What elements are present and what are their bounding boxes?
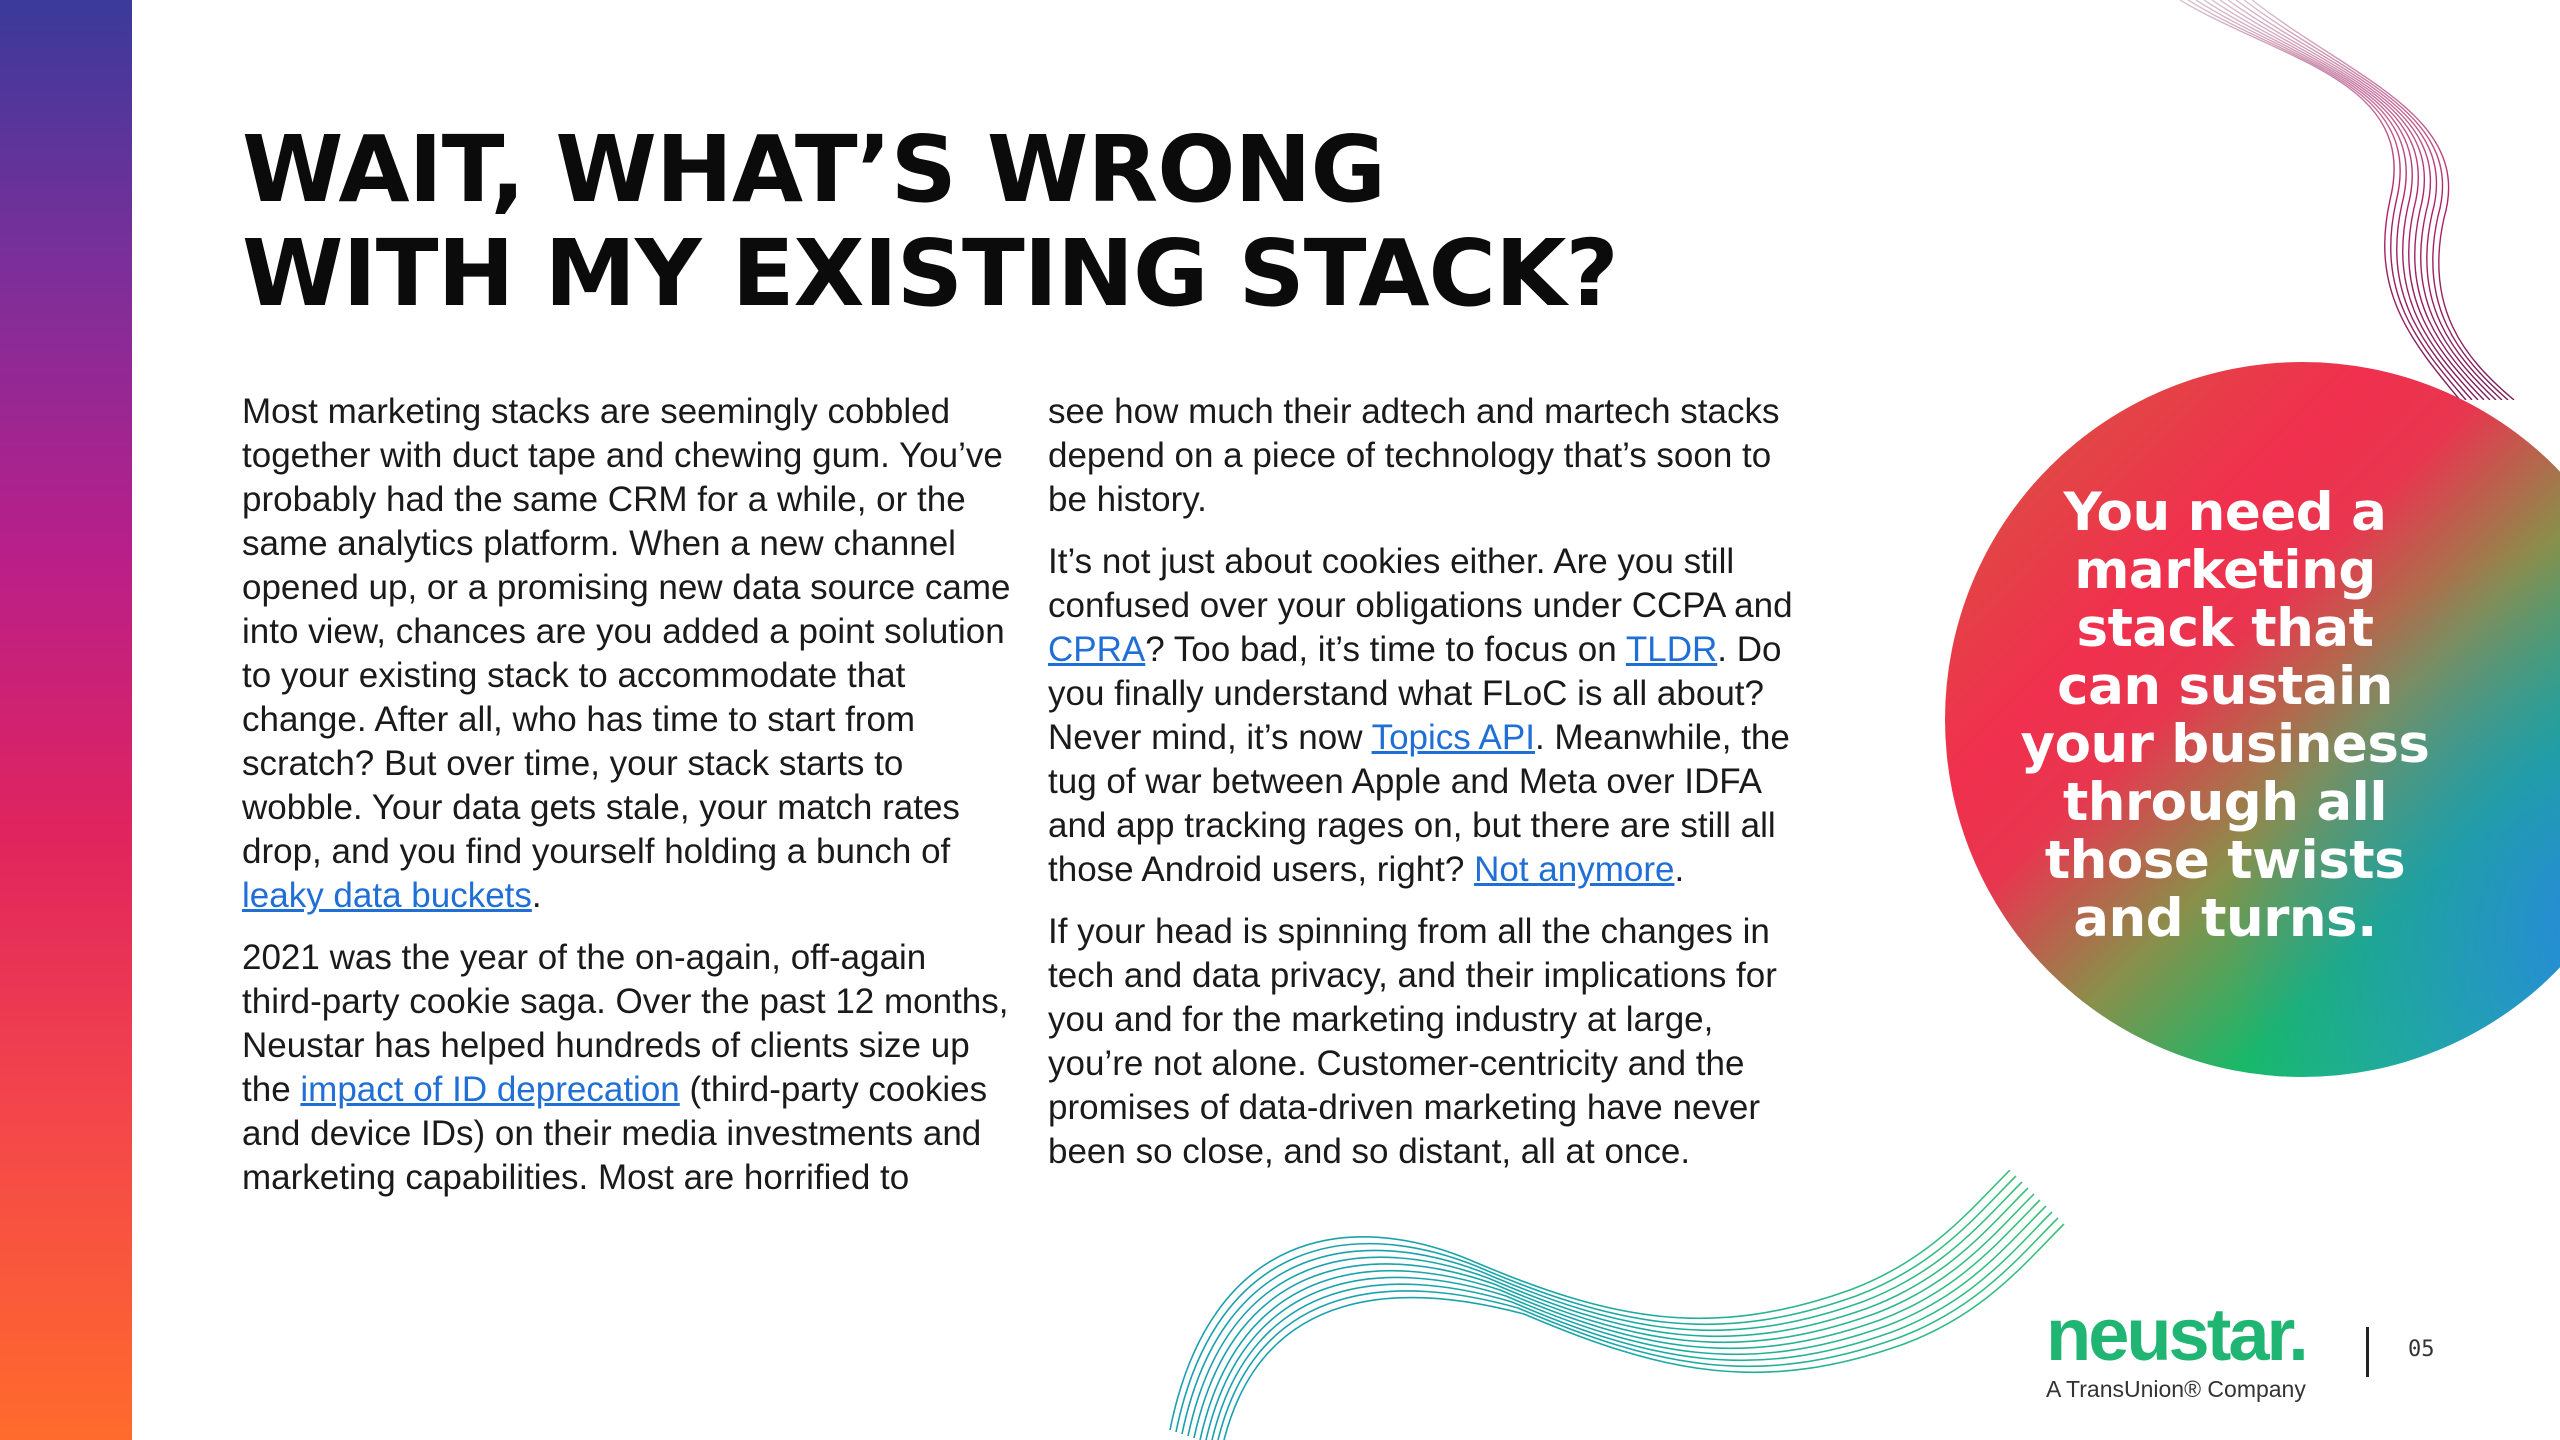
title-line-2: WITH MY EXISTING STACK? [242, 220, 1618, 327]
decorative-ribbon-top [2160, 0, 2560, 400]
cpra-link[interactable]: CPRA [1048, 630, 1146, 669]
page-title [242, 118, 1618, 326]
decorative-ribbon-bottom [1150, 1170, 2070, 1440]
body-column-right [1048, 390, 1818, 1192]
leaky-data-buckets-link[interactable]: leaky data buckets [242, 876, 532, 915]
brand-tagline: A TransUnion® Company [2046, 1376, 2306, 1402]
page-number: 05 [2408, 1337, 2435, 1362]
topics-api-link[interactable]: Topics API [1371, 718, 1535, 757]
paragraph: 2021 was the year of the on-again, off-again third-party cookie saga. Over the past 12 months, Neustar has helped hundreds of clients size up the impact of ID deprecation (third-party cookies and device IDs) on their media investments and marketing capabilities. Most are horrified to [242, 938, 1009, 1197]
brand-name: neustar. [2046, 1293, 2306, 1376]
paragraph: It’s not just about cookies either. Are you still confused over your obligations under CCPA and CPRA? Too bad, it’s time to focus on TLDR. Do you finally understand what FLoC is all about? Never mind, it’s now Topics API. Meanwhile, the tug of war between Apple and Meta over IDFA and app tracking rages on, but there are still all those Android users, right? Not anymore. [1048, 542, 1793, 889]
body-column-left [242, 390, 1012, 1218]
decorative-gradient-bar [0, 0, 132, 1440]
callout-bubble [1945, 362, 2560, 1077]
impact-of-id-deprecation-link[interactable]: impact of ID deprecation [300, 1070, 680, 1109]
paragraph: see how much their adtech and martech stacks depend on a piece of technology that’s soon to be history. [1048, 392, 1780, 519]
paragraph: If your head is spinning from all the changes in tech and data privacy, and their implications for you and for the marketing industry at large, you’re not alone. Customer-centricity and the promises of data-driven marketing have never been so close, and so distant, all at once. [1048, 912, 1777, 1171]
tldr-link[interactable]: TLDR [1625, 630, 1718, 669]
paragraph: Most marketing stacks are seemingly cobbled together with duct tape and chewing gum. You’ve probably had the same CRM for a while, or the same analytics platform. When a new channel opened up, or a promising new data source came into view, chances are you added a point solution to your existing stack to accommodate that change. After all, who has time to start from scratch? But over time, your stack starts to wobble. Your data gets stale, your match rates drop, and you find yourself holding a bunch of leaky data buckets. [242, 392, 1011, 915]
title-line-1: WAIT, WHAT’S WRONG [242, 116, 1385, 223]
footer-divider [2366, 1327, 2369, 1377]
callout-text: You need a marketing stack that can sustain your business through all those twists and turns. [2020, 482, 2430, 949]
neustar-logo[interactable] [2046, 1293, 2306, 1403]
not-anymore-link[interactable]: Not anymore [1474, 850, 1675, 889]
